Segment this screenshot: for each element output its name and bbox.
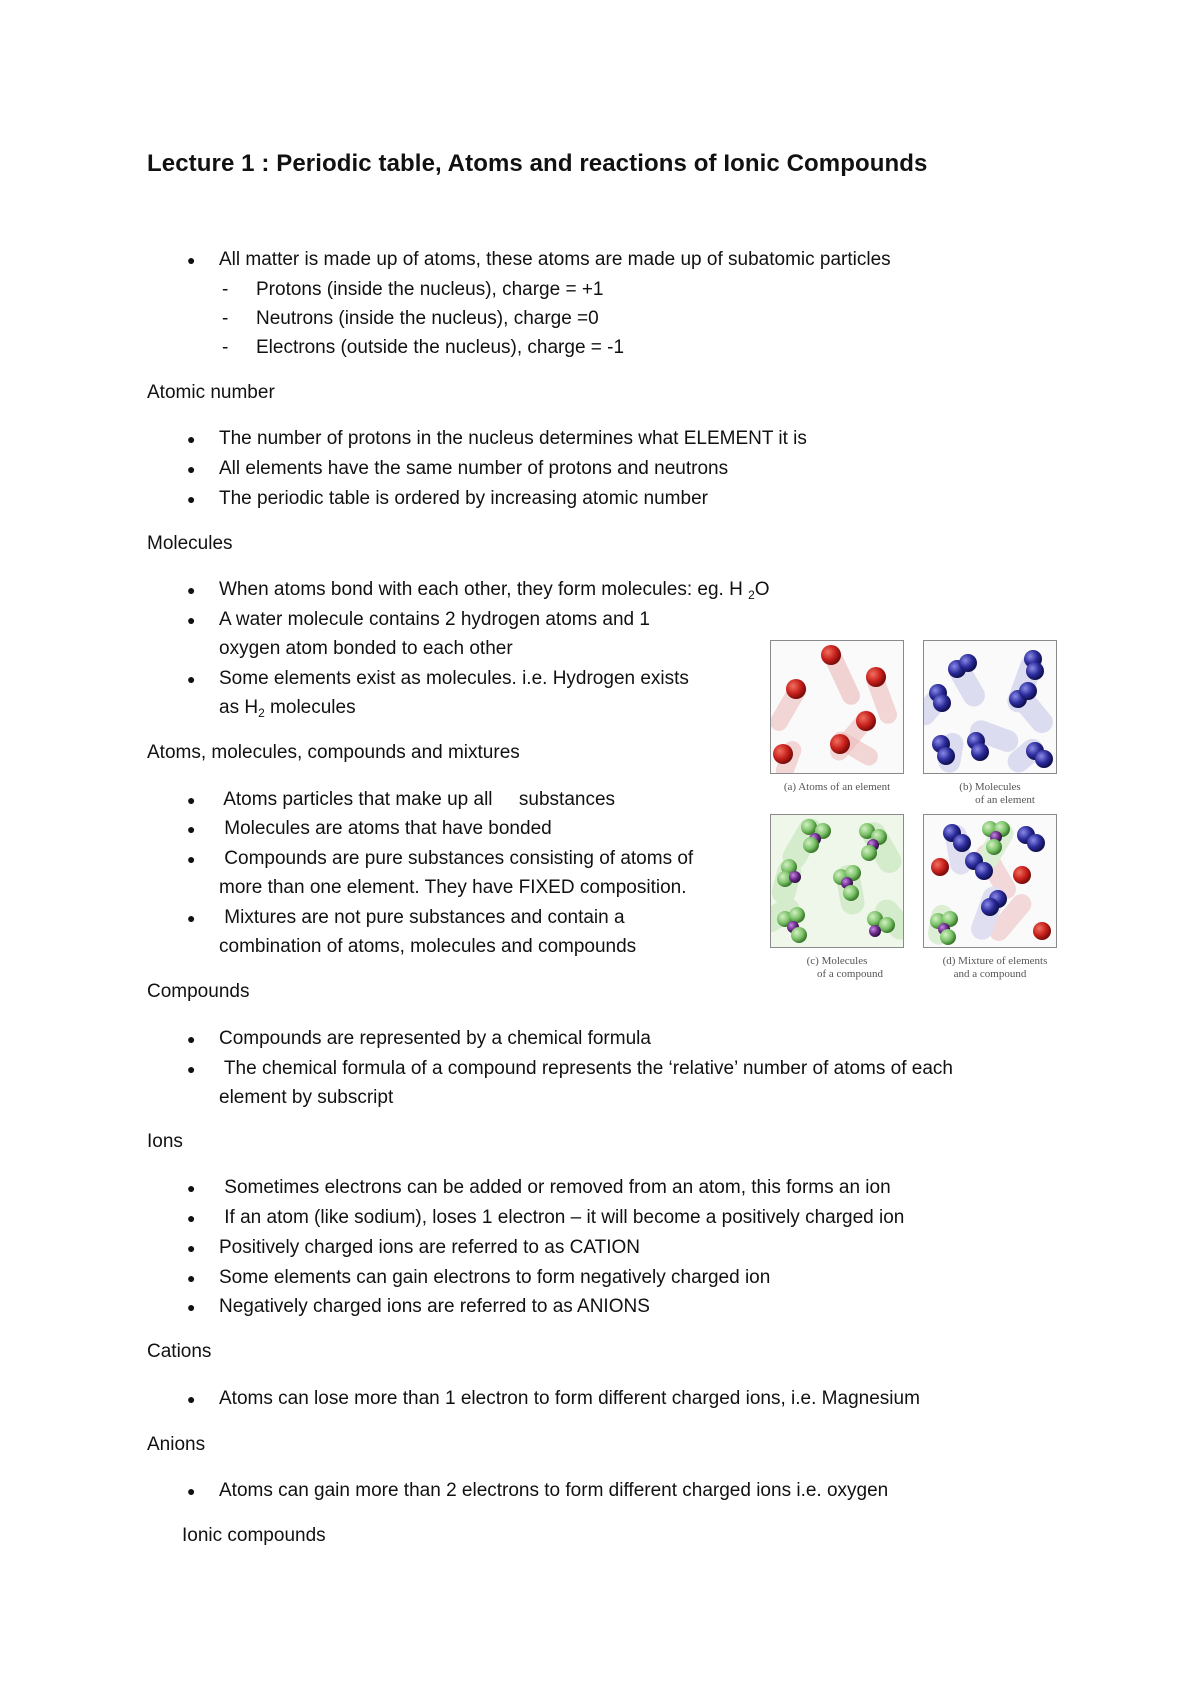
molecules-bullet-1-text: When atoms bond with each other, they form molecules: eg. H xyxy=(219,579,743,600)
caption-c-line-1: (c) Molecules xyxy=(806,955,868,967)
bullet-icon: ● xyxy=(187,582,196,598)
atoms-bullet-1: Atoms particles that make up all substances xyxy=(219,789,616,810)
bullet-icon: ● xyxy=(187,491,196,507)
atoms-bullet-2: Molecules are atoms that have bonded xyxy=(219,818,552,839)
intro-dash-electrons: Electrons (outside the nucleus), charge = -1 xyxy=(256,337,625,358)
bullet-icon: ● xyxy=(187,851,196,867)
bullet-icon: ● xyxy=(187,612,196,628)
anions-bullet: Atoms can gain more than 2 electrons to form different charged ions i.e. oxygen xyxy=(219,1480,889,1501)
heading-atomic-number: Atomic number xyxy=(147,382,275,403)
particles-figure xyxy=(770,640,1060,985)
caption-d-line-2: and a compound xyxy=(953,968,1027,980)
bullet-icon: ● xyxy=(187,252,196,268)
caption-d-line-1: (d) Mixture of elements xyxy=(942,955,1048,967)
bullet-icon: ● xyxy=(187,1210,196,1226)
bullet-icon: ● xyxy=(187,1031,196,1047)
ions-bullet: Negatively charged ions are referred to as ANIONS xyxy=(219,1296,650,1317)
molecules-bullet-2-line-1: A water molecule contains 2 hydrogen atoms and 1 xyxy=(219,609,650,630)
panel-molecules-of-element xyxy=(923,640,1057,774)
atomic-number-bullet: The number of protons in the nucleus determines what ELEMENT it is xyxy=(219,428,807,449)
atoms-bullet-4-line-1: Mixtures are not pure substances and contain a xyxy=(219,907,625,928)
bullet-icon: ● xyxy=(187,1391,196,1407)
bullet-icon: ● xyxy=(187,821,196,837)
dash-icon: - xyxy=(222,308,229,329)
heading-cations: Cations xyxy=(147,1341,212,1362)
bullet-icon: ● xyxy=(187,671,196,687)
intro-dash-protons: Protons (inside the nucleus), charge = +1 xyxy=(256,279,604,300)
atoms-bullet-3-line-2: more than one element. They have FIXED composition. xyxy=(219,877,687,898)
intro-bullet: All matter is made up of atoms, these atoms are made up of subatomic particles xyxy=(219,249,891,270)
bullet-icon: ● xyxy=(187,910,196,926)
atoms-of-element-illustration xyxy=(771,641,904,774)
caption-a: (a) Atoms of an element xyxy=(783,781,891,793)
molecules-bullet-1 xyxy=(219,578,770,607)
heading-anions: Anions xyxy=(147,1434,206,1455)
heading-ionic-compounds: Ionic compounds xyxy=(182,1525,326,1546)
atomic-number-bullet: All elements have the same number of protons and neutrons xyxy=(219,458,729,479)
subscript: 2 xyxy=(748,588,755,602)
molecules-bullet-3-line-2 xyxy=(219,696,356,725)
panel-mixture xyxy=(923,814,1057,948)
atoms-bullet-4-line-2: combination of atoms, molecules and compounds xyxy=(219,936,637,957)
dash-icon: - xyxy=(222,279,229,300)
ions-bullet: Positively charged ions are referred to as CATION xyxy=(219,1237,640,1258)
molecules-bullet-2-line-2: oxygen atom bonded to each other xyxy=(219,638,513,659)
compounds-bullet-1: Compounds are represented by a chemical formula xyxy=(219,1028,651,1049)
mixture-illustration xyxy=(924,815,1057,948)
atoms-bullet-3-line-1: Compounds are pure substances consisting of atoms of xyxy=(219,848,694,869)
caption-b-line-2: of an element xyxy=(975,794,1035,806)
heading-atoms-molecules: Atoms, molecules, compounds and mixtures xyxy=(147,742,520,763)
molecules-of-element-illustration xyxy=(924,641,1057,774)
molecules-bullet-3-line-1: Some elements exist as molecules. i.e. Hydrogen exists xyxy=(219,668,689,689)
bullet-icon: ● xyxy=(187,792,196,808)
bullet-icon: ● xyxy=(187,1061,196,1077)
bullet-icon: ● xyxy=(187,1270,196,1286)
bullet-icon: ● xyxy=(187,461,196,477)
bullet-icon: ● xyxy=(187,1240,196,1256)
bullet-icon: ● xyxy=(187,1483,196,1499)
page-title: Lecture 1 : Periodic table, Atoms and reactions of Ionic Compounds xyxy=(147,150,928,177)
caption-b-line-1: (b) Molecules xyxy=(959,781,1021,793)
bullet-icon: ● xyxy=(187,431,196,447)
caption-c-line-2: of a compound xyxy=(817,968,883,980)
heading-molecules: Molecules xyxy=(147,533,233,554)
molecules-bullet-3-text-b: molecules xyxy=(264,697,356,718)
molecules-bullet-3-text-a: as H xyxy=(219,697,259,718)
dash-icon: - xyxy=(222,337,229,358)
ions-bullet: Some elements can gain electrons to form negatively charged ion xyxy=(219,1267,771,1288)
heading-ions: Ions xyxy=(147,1131,183,1152)
panel-molecules-of-compound xyxy=(770,814,904,948)
panel-atoms-of-element xyxy=(770,640,904,774)
heading-compounds: Compounds xyxy=(147,981,250,1002)
intro-dash-neutrons: Neutrons (inside the nucleus), charge =0 xyxy=(256,308,599,329)
ions-bullet: Sometimes electrons can be added or removed from an atom, this forms an ion xyxy=(219,1177,891,1198)
subscript: 2 xyxy=(258,706,265,720)
atomic-number-bullet: The periodic table is ordered by increasing atomic number xyxy=(219,488,708,509)
ions-bullet: If an atom (like sodium), loses 1 electron – it will become a positively charged ion xyxy=(219,1207,905,1228)
molecules-of-compound-illustration xyxy=(771,815,904,948)
bullet-icon: ● xyxy=(187,1180,196,1196)
molecules-bullet-1-end: O xyxy=(754,579,770,600)
compounds-bullet-2-line-1: The chemical formula of a compound represents the ‘relative’ number of atoms of each xyxy=(219,1058,953,1079)
bullet-icon: ● xyxy=(187,1299,196,1315)
cations-bullet: Atoms can lose more than 1 electron to form different charged ions, i.e. Magnesium xyxy=(219,1388,920,1409)
compounds-bullet-2-line-2: element by subscript xyxy=(219,1087,394,1108)
